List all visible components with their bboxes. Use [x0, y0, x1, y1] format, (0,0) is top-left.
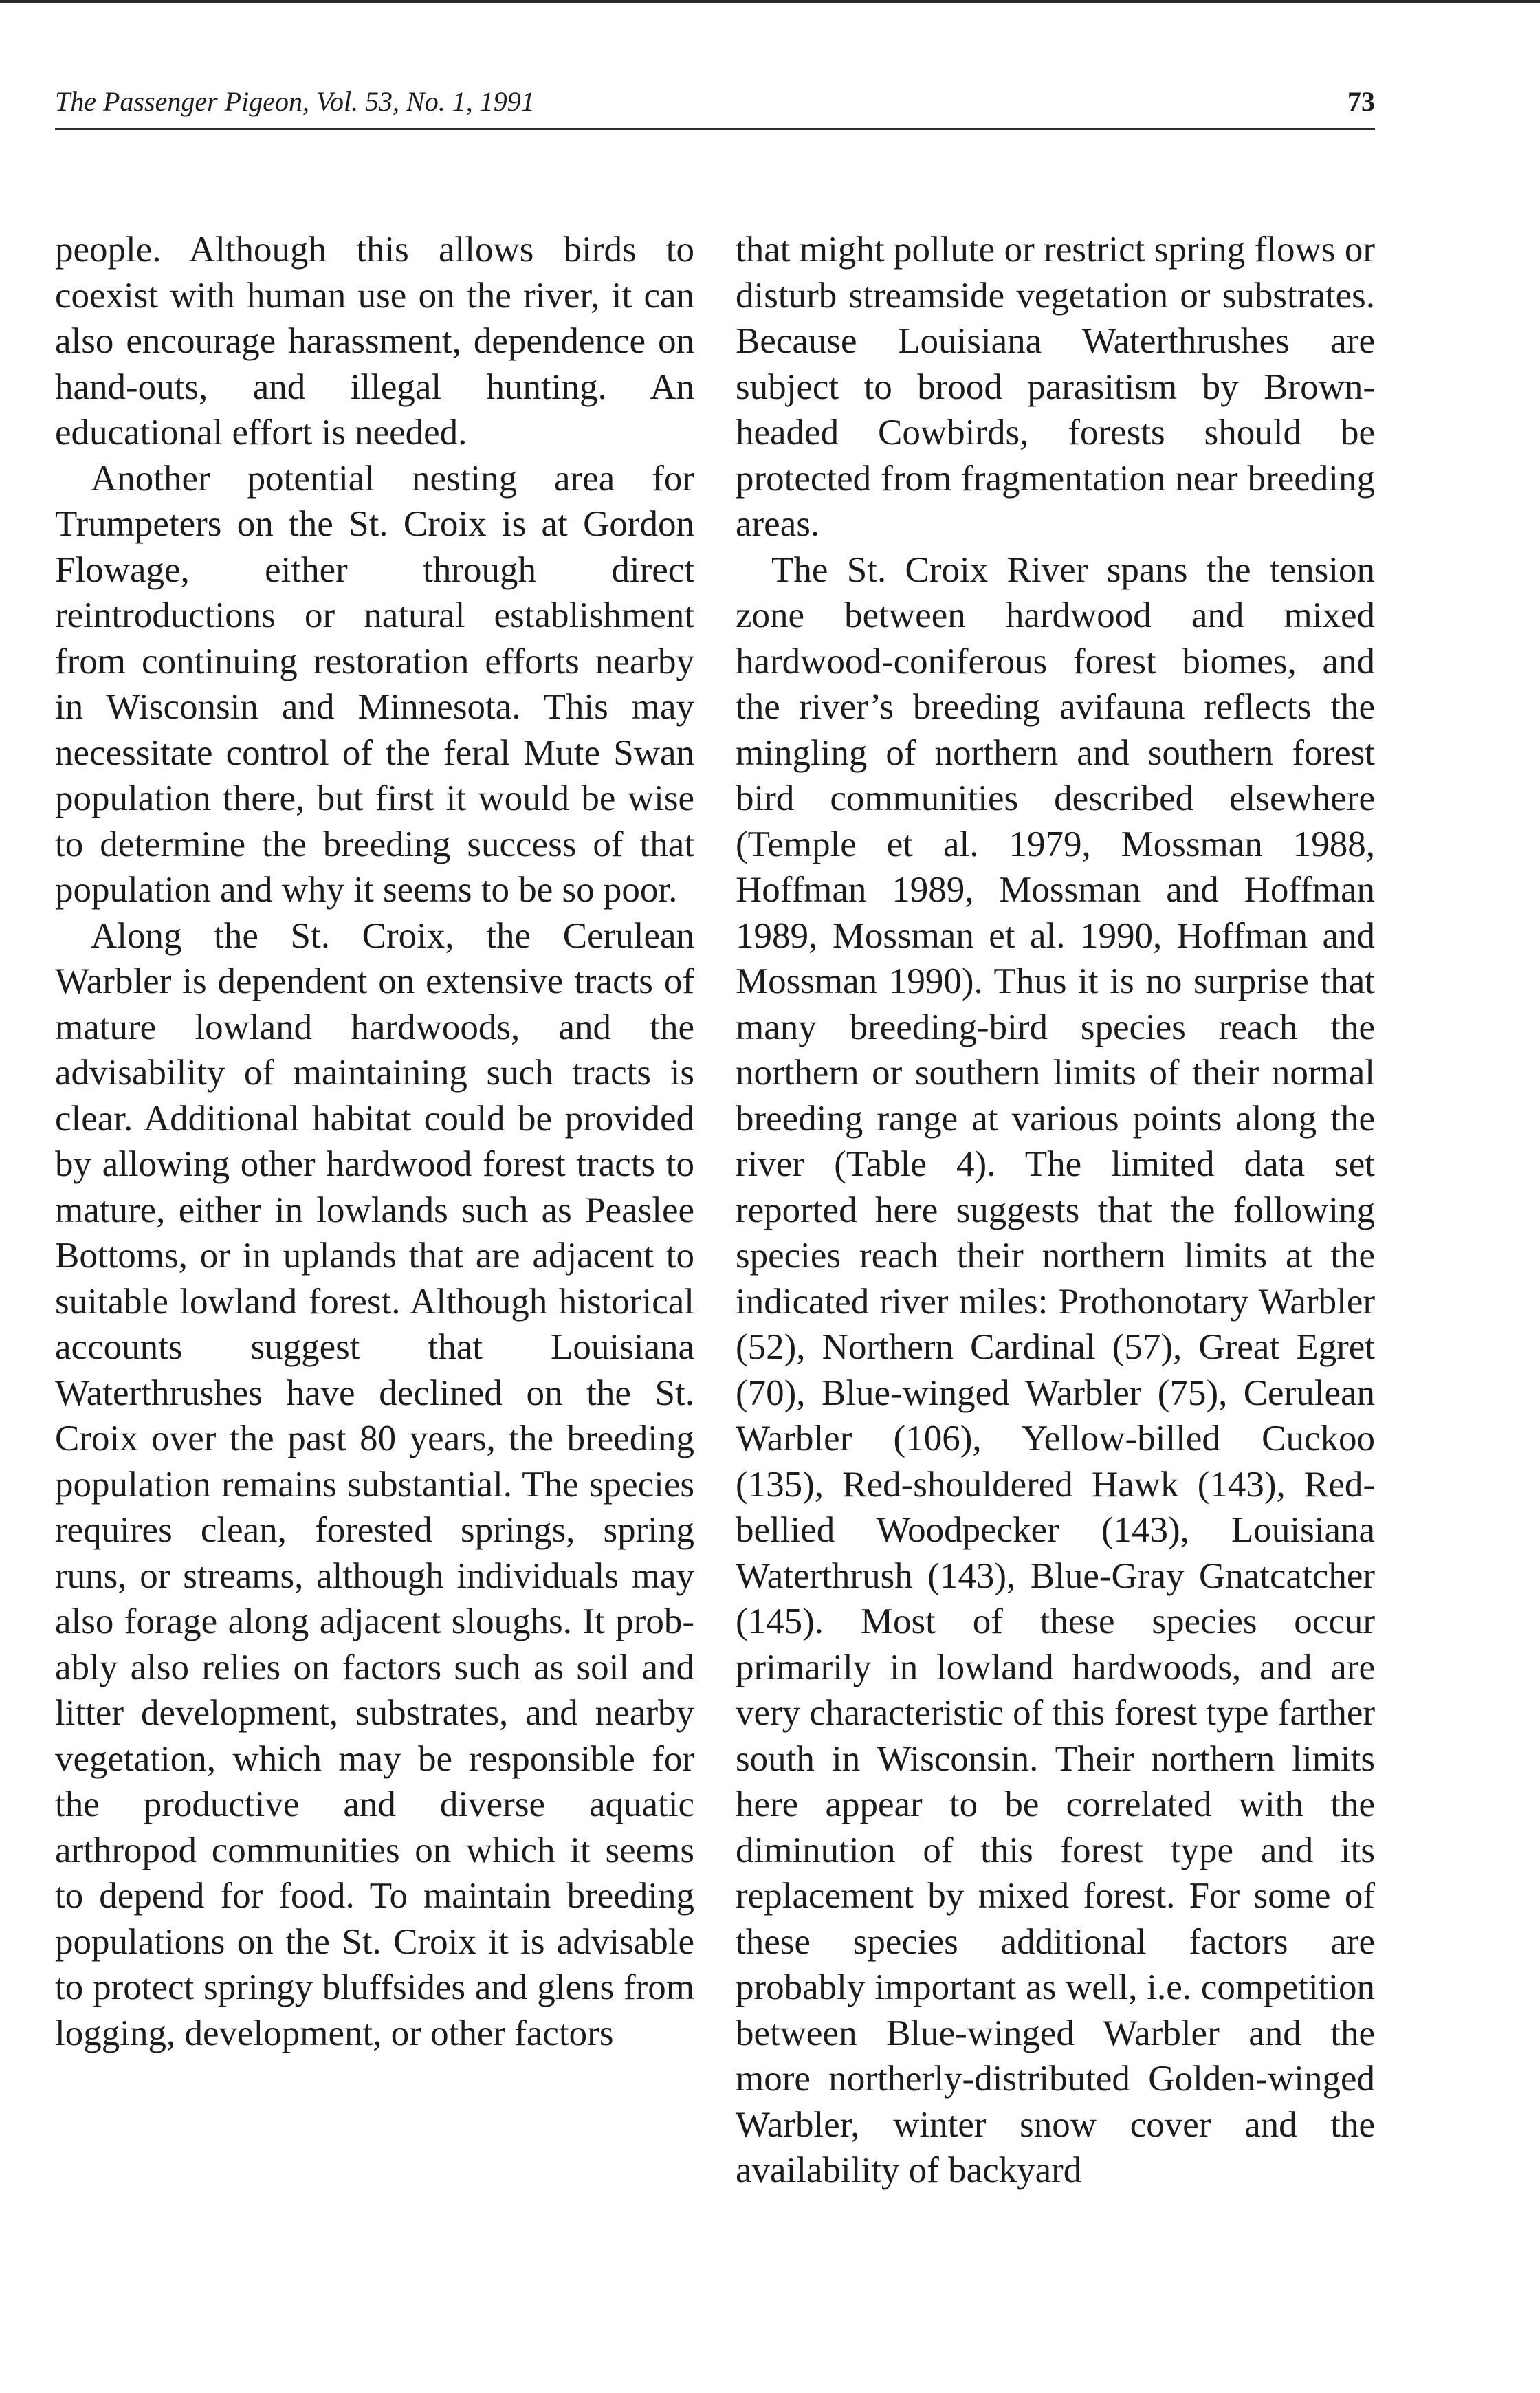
- left-column: [55, 227, 694, 2324]
- right-paragraph-1: that might pollute or restrict spring flows or disturb streamside vegetation or substrates. Because Louisiana Waterthrushes are subject to brood parasitism by Brown-headed Cowbirds, forests should be protected from fragmentation near breeding areas.: [736, 230, 1375, 544]
- header-rule: [55, 128, 1375, 130]
- page-number: 73: [1348, 86, 1375, 117]
- left-paragraph-1: people. Although this allows birds to coexist with human use on the river, it can also encourage harassment, dependence on hand-outs, and illegal hunting. An educational effort is needed.: [55, 230, 694, 452]
- right-paragraph-2: The St. Croix River spans the tension zone between hardwood and mixed hardwood-coniferous forest biomes, and the river’s breeding avifauna reflects the mingling of northern and southern forest bird communities described elsewhere (Temple et al. 1979, Mossman 1988, Hoffman 1989, Mossman and Hoffman 1989, Mossman et al. 1990, Hoffman and Mossman 1990). Thus it is no surprise that many breeding-bird species reach the northern or southern limits of their normal breeding range at various points along the river (Table 4). The limited data set reported here suggests that the following species reach their northern limits at the indicated river miles: Prothonotary Warbler (52), Northern Cardinal (57), Great Egret (70), Blue-winged Warbler (75), Cerulean Warbler (106), Yellow-billed Cuckoo (135), Red-shouldered Hawk (143), Red-bellied Woodpecker (143), Louisiana Waterthrush (143), Blue-Gray Gnatcatcher (145). Most of these species occur primarily in lowland hardwoods, and are very characteristic of this forest type farther south in Wisconsin. Their northern limits here appear to be correlated with the diminution of this forest type and its replacement by mixed forest. For some of these species additional factors are probably important as well, i.e. competition between Blue-winged Warbler and the more northerly-distributed Golden-winged Warbler, winter snow cover and the availability of backyard: [736, 549, 1375, 2190]
- left-paragraph-2: Another potential nesting area for Trumpeters on the St. Croix is at Gordon Flowage, either through direct reintroductions or natural establishment from continuing restoration efforts nearby in Wisconsin and Minnesota. This may necessitate control of the feral Mute Swan population there, but first it would be wise to determine the breeding success of that population and why it seems to be so poor.: [55, 458, 694, 910]
- journal-citation: The Passenger Pigeon, Vol. 53, No. 1, 1991: [55, 86, 535, 117]
- right-column: [736, 227, 1375, 2324]
- page-top-edge: [0, 0, 1540, 3]
- left-paragraph-3: Along the St. Croix, the Cerulean Warbler is dependent on extensive tracts of mature lowland hardwoods, and the advisability of maintaining such tracts is clear. Additional habitat could be provided by allowing other hardwood forest tracts to mature, either in lowlands such as Peaslee Bottoms, or in uplands that are adjacent to suitable lowland forest. Although historical accounts suggest that Louisiana Waterthrushes have declined on the St. Croix over the past 80 years, the breeding population remains substantial. The species requires clean, forested springs, spring runs, or streams, although individuals may also forage along adjacent sloughs. It probably also relies on factors such as soil and litter development, substrates, and nearby vegetation, which may be responsible for the productive and diverse aquatic arthropod communities on which it seems to depend for food. To maintain breeding populations on the St. Croix it is advisable to protect springy bluffsides and glens from logging, development, or other factors: [55, 915, 694, 2053]
